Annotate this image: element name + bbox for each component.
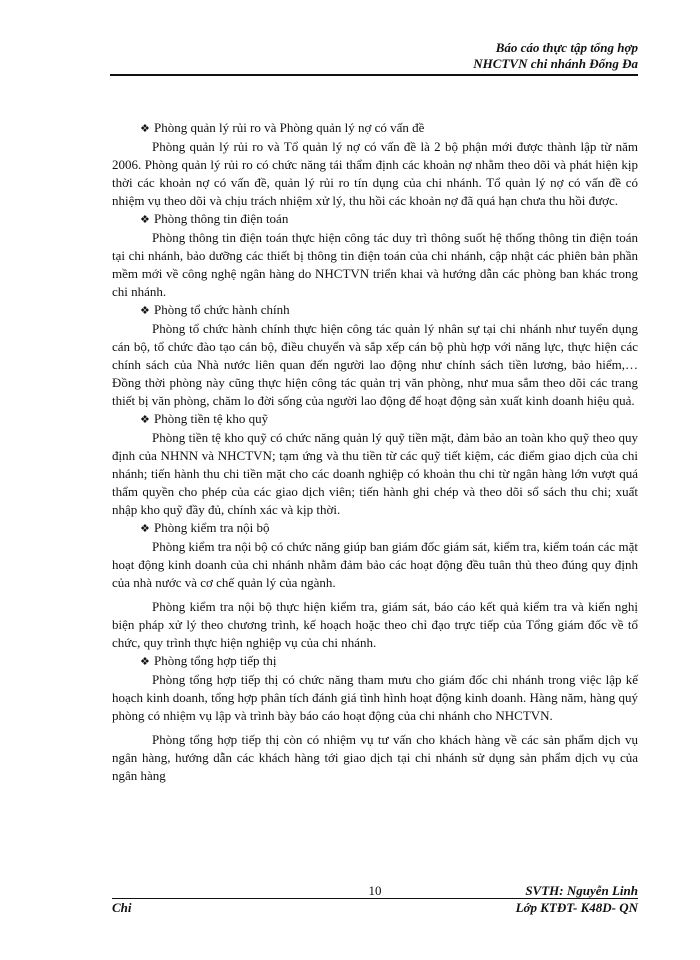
paragraph: Phòng tổ chức hành chính thực hiện công tác quản lý nhân sự tại chi nhánh như tuyển dụng cán bộ, tổ chức đào tạo cán bộ, điều chuyển và sắp xếp cán bộ phù hợp với năng lực, thực hiện các chính sách của Nhà nước liên quan đến người lao động như chính sách tiền lương, bảo hiểm,… Đồng thời phòng này cũng thực hiện công tác quản trị văn phòng, như mua sắm theo dõi các trang thiết bị văn phòng, chăm lo đời sống của người lao động để hoạt động sản xuất kinh doanh hiệu quả. xyxy=(112,321,638,408)
paragraph: Phòng kiểm tra nội bộ thực hiện kiểm tra, giám sát, báo cáo kết quả kiểm tra và kiến nghị biện pháp xử lý theo chương trình, kế hoạch hoặc theo chỉ đạo trực tiếp của Tổng giám đốc về tổ chức, quy trình thực hiện nghiệp vụ của chi nhánh. xyxy=(112,599,638,650)
section-internal-audit xyxy=(112,519,638,652)
diamond-bullet-icon: ❖ xyxy=(140,414,150,426)
section-heading: ❖ Phòng tổng hợp tiếp thị xyxy=(112,652,638,671)
body-content xyxy=(112,119,638,785)
page-header xyxy=(110,40,638,76)
header-divider xyxy=(110,74,638,76)
section-heading: ❖ Phòng thông tin điện toán xyxy=(112,210,638,229)
section-hr-admin xyxy=(112,301,638,410)
footer-name-continued: Chi xyxy=(112,900,132,915)
header-branch-name: NHCTVN chi nhánh Đống Đa xyxy=(473,56,638,71)
diamond-bullet-icon: ❖ xyxy=(140,523,150,535)
diamond-bullet-icon: ❖ xyxy=(140,305,150,317)
footer-student-name: SVTH: Nguyễn Linh xyxy=(525,883,638,898)
section-treasury xyxy=(112,410,638,519)
diamond-bullet-icon: ❖ xyxy=(140,656,150,668)
paragraph: Phòng tổng hợp tiếp thị có chức năng tham mưu cho giám đốc chi nhánh trong việc lập kế hoạch kinh doanh, tổng hợp phân tích đánh giá tình hình hoạt động kinh doanh. Hàng năm, hàng quý phòng có nhiệm vụ lập và trình bày báo cáo hoạt động của chi nhánh cho NHCTVN. xyxy=(112,672,638,723)
section-heading: ❖ Phòng tiền tệ kho quỹ xyxy=(112,410,638,429)
header-report-title: Báo cáo thực tập tổng hợp xyxy=(495,40,638,55)
footer-divider xyxy=(112,898,638,899)
diamond-bullet-icon: ❖ xyxy=(140,123,150,135)
paragraph: Phòng quản lý rủi ro và Tổ quản lý nợ có vấn đề là 2 bộ phận mới được thành lập từ năm 2006. Phòng quản lý rủi ro có chức năng tái thẩm định các khoản nợ nhằm theo dõi và phát hiện kịp thời các khoản nợ có vấn đề, quản lý rủi ro tín dụng của chi nhánh. Tổ quản lý nợ có vấn đề có nhiệm vụ theo dõi và chịu trách nhiệm xử lý, thu hồi các khoản nợ đã quá hạn chưa thu hồi được. xyxy=(112,139,638,208)
section-heading: ❖ Phòng tổ chức hành chính xyxy=(112,301,638,320)
section-it-department xyxy=(112,210,638,301)
paragraph: Phòng tiền tệ kho quỹ có chức năng quản lý quỹ tiền mặt, đảm bảo an toàn kho quỹ theo quy định của NHNN và NHCTVN; tạm ứng và thu tiền từ các quỹ tiết kiệm, các điểm giao dịch của chi nhánh; tiến hành thu chi tiền mặt cho các doanh nghiệp có khoản thu chi từ ngân hàng lớn vượt quá thẩm quyền cho phép của các giao dịch viên; tiến hành ghi chép và theo dõi sổ sách thu chi; xuất nhập kho quỹ đầy đủ, chính xác và kịp thời. xyxy=(112,430,638,517)
paragraph: Phòng tổng hợp tiếp thị còn có nhiệm vụ tư vấn cho khách hàng về các sản phẩm dịch vụ ngân hàng, hướng dẫn các khách hàng tới giao dịch tại chi nhánh sử dụng sản phẩm dịch vụ của ngân hàng xyxy=(112,732,638,783)
page-number: 10 xyxy=(368,883,382,898)
section-heading: ❖ Phòng quản lý rủi ro và Phòng quản lý nợ có vấn đề xyxy=(112,119,638,138)
paragraph: Phòng thông tin điện toán thực hiện công tác duy trì thông suốt hệ thống thông tin điện toán tại chi nhánh, bảo dưỡng các thiết bị thông tin điện toán của chi nhánh, cập nhật các phiên bản phần mềm mới về công nghệ ngân hàng do NHCTVN triển khai và hướng dẫn các phòng ban khác trong chi nhánh. xyxy=(112,230,638,299)
section-marketing xyxy=(112,652,638,785)
section-heading: ❖ Phòng kiểm tra nội bộ xyxy=(112,519,638,538)
diamond-bullet-icon: ❖ xyxy=(140,214,150,226)
footer-class: Lớp KTĐT- K48D- QN xyxy=(515,900,638,915)
section-risk-management xyxy=(112,119,638,210)
paragraph: Phòng kiểm tra nội bộ có chức năng giúp ban giám đốc giám sát, kiểm tra, kiểm toán các mặt hoạt động kinh doanh của chi nhánh nhằm đảm bảo các hoạt động đều tuân thủ theo đúng quy định của nhà nước và cơ chế quản lý của ngành. xyxy=(112,539,638,590)
